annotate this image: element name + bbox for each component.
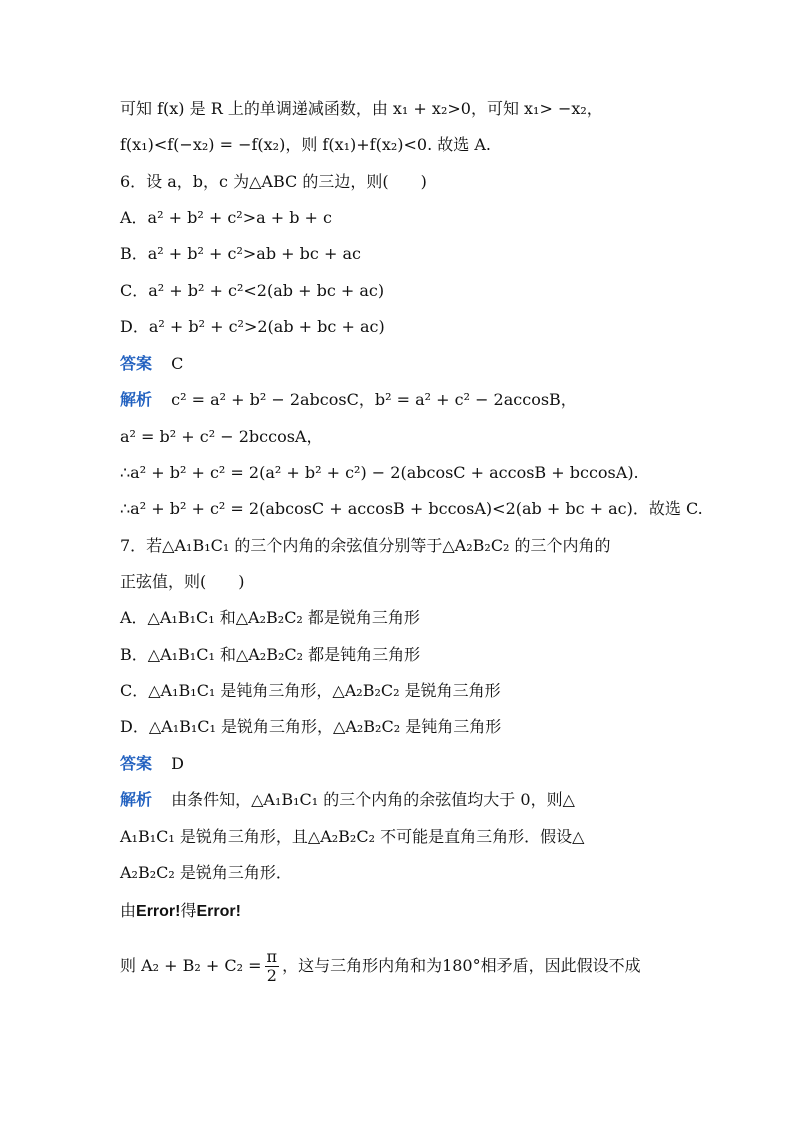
error-mid: 得: [180, 901, 197, 920]
final-prefix: 则 A₂ + B₂ + C₂ =: [120, 956, 262, 975]
option-6b: B．a² + b² + c²>ab + bc + ac: [120, 244, 361, 263]
analysis-6-line1: [120, 389, 577, 411]
answer-6: [120, 353, 183, 375]
question-7-line1: 7．若△A₁B₁C₁ 的三个内角的余弦值分别等于△A₂B₂C₂ 的三个内角的: [120, 536, 611, 555]
analysis-6-line4: ∴a² + b² + c² = 2(abcosC + accosB + bccosA)<2(ab + bc + ac)．故选 C.: [120, 499, 703, 518]
option-7b: B．△A₁B₁C₁ 和△A₂B₂C₂ 都是钝角三角形: [120, 645, 421, 664]
answer-label: 答案: [120, 754, 153, 773]
analysis-7-line3: A₂B₂C₂ 是锐角三角形．: [120, 863, 292, 882]
text-line: 可知 f(x) 是 R 上的单调递减函数，由 x₁ + x₂>0，可知 x₁> −x₂，: [120, 99, 603, 118]
analysis-text: 由条件知，△A₁B₁C₁ 的三个内角的余弦值均大于 0，则△: [171, 790, 575, 809]
answer-value: C: [171, 354, 184, 373]
analysis-7-line1: [120, 789, 575, 811]
option-6d: D．a² + b² + c²>2(ab + bc + ac): [120, 317, 385, 336]
fraction-pi-over-2: [265, 948, 280, 985]
analysis-text: c² = a² + b² − 2abcosC，b² = a² + c² − 2accosB，: [171, 390, 577, 409]
analysis-label: 解析: [120, 390, 153, 409]
final-suffix: ，这与三角形内角和为180°相矛盾，因此假设不成: [282, 956, 641, 975]
analysis-7-line2: A₁B₁C₁ 是锐角三角形，且△A₂B₂C₂ 不可能是直角三角形．假设△: [120, 827, 585, 846]
question-7-line2: 正弦值，则( ): [120, 572, 245, 591]
answer-7: [120, 753, 184, 775]
option-6a: A．a² + b² + c²>a + b + c: [120, 208, 333, 227]
error-text-2: Error!: [196, 903, 241, 920]
answer-value: D: [171, 754, 184, 773]
error-line: [120, 900, 241, 923]
analysis-6-line3: ∴a² + b² + c² = 2(a² + b² + c²) − 2(abcosC + accosB + bccosA).: [120, 463, 639, 482]
fraction-denominator: 2: [266, 966, 277, 985]
error-text-1: Error!: [136, 903, 181, 920]
option-7d: D．△A₁B₁C₁ 是锐角三角形，△A₂B₂C₂ 是钝角三角形: [120, 717, 502, 736]
analysis-6-line2: a² = b² + c² − 2bccosA，: [120, 427, 323, 446]
option-6c: C．a² + b² + c²<2(ab + bc + ac): [120, 281, 385, 300]
option-7c: C．△A₁B₁C₁ 是钝角三角形，△A₂B₂C₂ 是锐角三角形: [120, 681, 501, 700]
fraction-numerator: π: [266, 947, 278, 966]
final-line: [120, 946, 641, 986]
error-prefix: 由: [120, 901, 137, 920]
text-line: f(x₁)<f(−x₂) = −f(x₂)，则 f(x₁)+f(x₂)<0. 故选 A.: [120, 135, 491, 154]
question-6: 6．设 a，b，c 为△ABC 的三边，则( ): [120, 172, 427, 191]
analysis-label: 解析: [120, 790, 153, 809]
option-7a: A．△A₁B₁C₁ 和△A₂B₂C₂ 都是锐角三角形: [120, 608, 420, 627]
answer-label: 答案: [120, 354, 153, 373]
